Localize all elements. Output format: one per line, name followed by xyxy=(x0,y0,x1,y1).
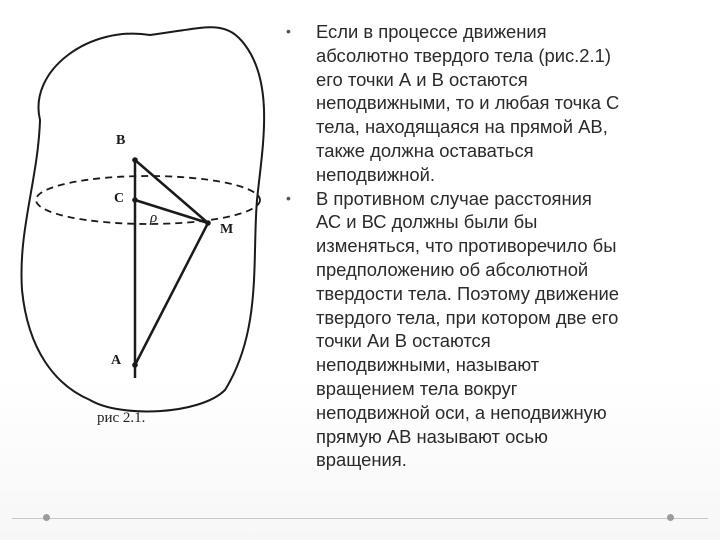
text-area xyxy=(283,20,703,472)
label-a: A xyxy=(111,353,122,368)
corner-dot-left xyxy=(43,514,50,521)
bullet-item xyxy=(283,187,703,473)
line-am xyxy=(135,223,208,365)
label-c: C xyxy=(114,191,125,206)
rotation-circle xyxy=(36,176,260,224)
point-a xyxy=(132,362,138,368)
corner-dot-right xyxy=(667,514,674,521)
bullet-mark: • xyxy=(286,189,291,206)
bottom-divider xyxy=(12,518,708,519)
body-outline xyxy=(21,27,264,411)
bullet-text: Если в процессе движения абсолютно твердого тела (рис.2.1) его точки А и В остаются неподвижными, то и любая точка С тела, находящаяся на прямой АВ, также должна оставаться неподвижной. xyxy=(316,21,620,185)
line-cm xyxy=(135,200,208,223)
point-m xyxy=(205,220,211,226)
label-m: M xyxy=(220,222,234,237)
point-c xyxy=(132,197,138,203)
label-b: B xyxy=(116,133,126,148)
bullet-text: В противном случае расстояния АС и ВС должны были бы изменяться, что противоречило бы предположению об абсолютной твердости тела. Поэтому движение твердого тела, при котором две его точки Аи В остаются неподвижными, называют вращением тела вокруг неподвижной оси, а неподвижную прямую АВ называют осью вращения. xyxy=(316,187,619,471)
line-bm xyxy=(135,160,208,223)
bullet-item xyxy=(283,20,703,187)
point-b xyxy=(132,157,138,163)
label-rho: ρ xyxy=(150,210,158,226)
figure-caption: рис 2.1. xyxy=(97,410,146,426)
figure-rigid-body-rotation xyxy=(0,0,290,480)
bullet-mark: • xyxy=(286,23,291,39)
